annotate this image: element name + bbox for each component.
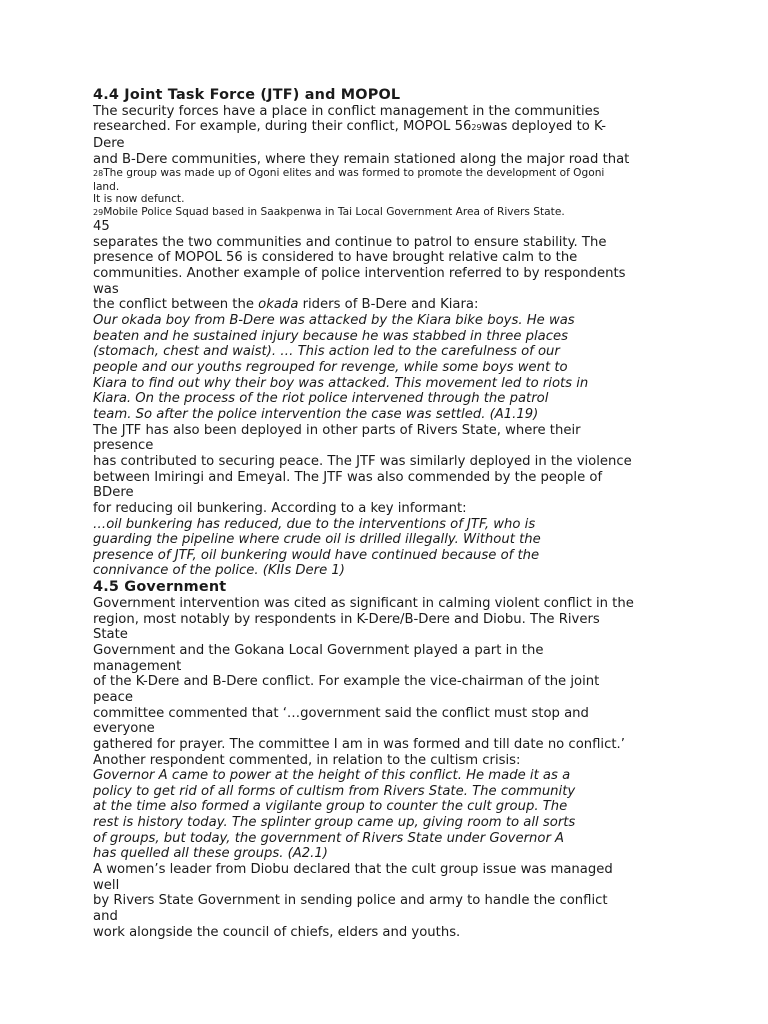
quote-line: team. So after the police intervention the case was settled. (A1.19) bbox=[93, 406, 539, 422]
quote-line: Kiara. On the process of the riot police intervened through the patrol bbox=[93, 391, 549, 407]
footnote-28-cont: land. bbox=[93, 180, 120, 193]
quote-line: …oil bunkering has reduced, due to the interventions of JTF, who is bbox=[93, 516, 536, 532]
paragraph-line: peace bbox=[93, 689, 133, 705]
paragraph-line: was bbox=[93, 281, 119, 297]
paragraph-line: Government intervention was cited as significant in calming violent conflict in the bbox=[93, 595, 634, 611]
quote-line: at the time also formed a vigilante group to counter the cult group. The bbox=[93, 799, 568, 815]
paragraph-text: the conflict between the bbox=[93, 297, 259, 313]
quote-line: beaten and he sustained injury because he was stabbed in three places bbox=[93, 328, 568, 344]
footnote-28 bbox=[93, 167, 683, 180]
page-number: 45 bbox=[93, 219, 110, 235]
quote-line: rest is history today. The splinter group came up, giving room to all sorts bbox=[93, 815, 576, 831]
quote-line: connivance of the police. (KIIs Dere 1) bbox=[93, 563, 345, 579]
paragraph-line-okada bbox=[93, 297, 683, 313]
paragraph-line: and bbox=[93, 909, 118, 925]
paragraph-line: The security forces have a place in conflict management in the communities bbox=[93, 103, 600, 119]
section-heading-government: 4.5 Government bbox=[93, 579, 227, 596]
paragraph-line: gathered for prayer. The committee I am in was formed and till date no conflict.’ bbox=[93, 736, 625, 752]
paragraph-line: committee commented that ‘…government said the conflict must stop and bbox=[93, 705, 589, 721]
paragraph-line: and B-Dere communities, where they remain stationed along the major road that bbox=[93, 151, 630, 167]
paragraph-line: has contributed to securing peace. The JTF was similarly deployed in the violence bbox=[93, 453, 632, 469]
paragraph-text: was deployed to K- bbox=[481, 119, 607, 135]
quote-line: policy to get rid of all forms of cultism from Rivers State. The community bbox=[93, 783, 576, 799]
paragraph-line: everyone bbox=[93, 721, 155, 737]
document-page bbox=[93, 87, 683, 940]
okada-term: okada bbox=[258, 297, 299, 313]
footnote-number: 29 bbox=[93, 207, 104, 217]
paragraph-line: Another respondent commented, in relation to the cultism crisis: bbox=[93, 752, 521, 768]
section-heading-jtf-mopol: 4.4 Joint Task Force (JTF) and MOPOL bbox=[93, 87, 401, 103]
paragraph-line: for reducing oil bunkering. According to a key informant: bbox=[93, 500, 467, 516]
paragraph-line: The JTF has also been deployed in other parts of Rivers State, where their bbox=[93, 422, 581, 438]
quote-line: presence of JTF, oil bunkering would have continued because of the bbox=[93, 547, 540, 563]
paragraph-line: BDere bbox=[93, 485, 134, 501]
paragraph-line: presence bbox=[93, 438, 154, 454]
paragraph-line: communities. Another example of police intervention referred to by respondents bbox=[93, 266, 626, 282]
quote-line: of groups, but today, the government of Rivers State under Governor A bbox=[93, 830, 565, 846]
quote-line: people and our youths regrouped for revenge, while some boys went to bbox=[93, 359, 568, 375]
quote-line: has quelled all these groups. (A2.1) bbox=[93, 846, 328, 862]
paragraph-line: Government and the Gokana Local Government played a part in the bbox=[93, 642, 544, 658]
quote-line: (stomach, chest and waist). … This action led to the carefulness of our bbox=[93, 344, 560, 360]
paragraph-text: researched. For example, during their conflict, MOPOL 56 bbox=[93, 119, 472, 135]
quote-line: guarding the pipeline where crude oil is drilled illegally. Without the bbox=[93, 532, 541, 548]
paragraph-line: management bbox=[93, 658, 182, 674]
paragraph-line-mopol bbox=[93, 119, 683, 136]
paragraph-line: between Imiringi and Emeyal. The JTF was also commended by the people of bbox=[93, 469, 603, 485]
paragraph-line: separates the two communities and continue to patrol to ensure stability. The bbox=[93, 234, 607, 250]
paragraph-line: of the K-Dere and B-Dere conflict. For example the vice-chairman of the joint bbox=[93, 674, 600, 690]
paragraph-line: State bbox=[93, 627, 128, 643]
footnote-text: Mobile Police Squad based in Saakpenwa in Tai Local Government Area of Rivers State. bbox=[103, 205, 565, 218]
paragraph-line: A women’s leader from Diobu declared that the cult group issue was managed bbox=[93, 862, 613, 878]
paragraph-line: presence of MOPOL 56 is considered to have brought relative calm to the bbox=[93, 250, 578, 266]
paragraph-line: region, most notably by respondents in K-Dere/B-Dere and Diobu. The Rivers bbox=[93, 611, 600, 627]
paragraph-line: work alongside the council of chiefs, elders and youths. bbox=[93, 924, 461, 940]
footnote-28-cont: It is now defunct. bbox=[93, 193, 185, 206]
paragraph-text: riders of B-Dere and Kiara: bbox=[298, 297, 479, 313]
quote-line: Our okada boy from B-Dere was attacked by the Kiara bike boys. He was bbox=[93, 312, 575, 328]
paragraph-line: Dere bbox=[93, 136, 125, 152]
footnote-29 bbox=[93, 206, 683, 219]
paragraph-line: well bbox=[93, 877, 120, 893]
footnote-number: 28 bbox=[93, 169, 104, 179]
paragraph-line: by Rivers State Government in sending police and army to handle the conflict bbox=[93, 893, 608, 909]
quote-line: Governor A came to power at the height of this conflict. He made it as a bbox=[93, 768, 571, 784]
footnote-text: The group was made up of Ogoni elites and was formed to promote the development of Ogoni bbox=[103, 167, 605, 180]
footnote-ref: 29 bbox=[471, 123, 482, 133]
quote-line: Kiara to find out why their boy was attacked. This movement led to riots in bbox=[93, 375, 589, 391]
